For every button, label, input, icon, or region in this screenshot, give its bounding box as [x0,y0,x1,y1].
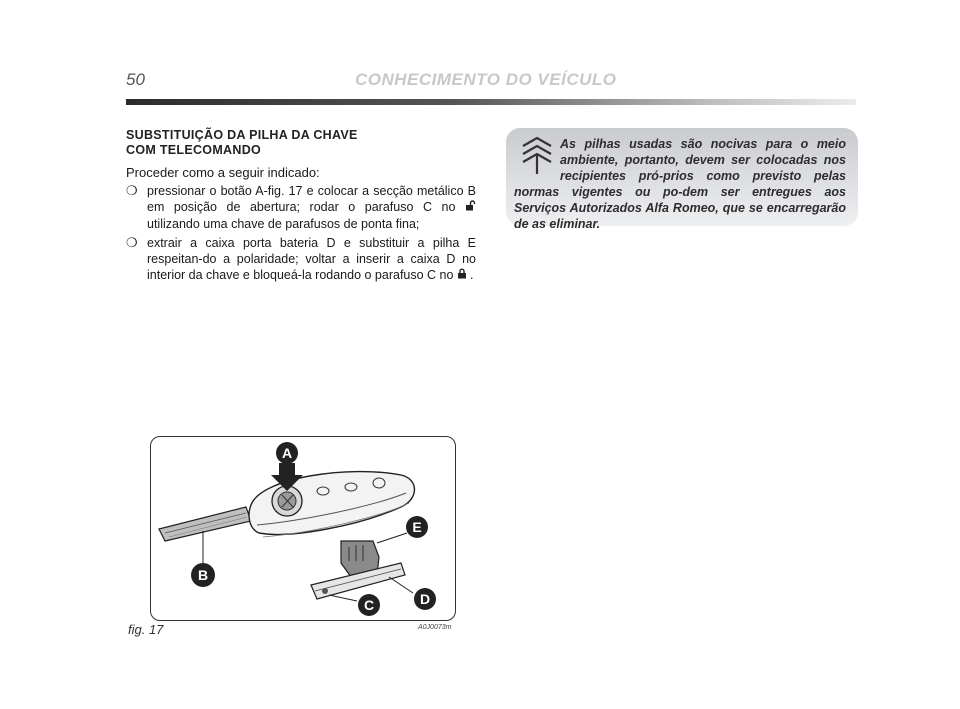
figure-caption: fig. 17 [128,622,164,637]
label-a: A [281,445,293,461]
label-b: B [197,567,209,583]
header-rule [126,99,856,105]
label-d: D [419,591,431,607]
environment-note [506,128,858,231]
section-title-line-1: SUBSTITUIÇÃO DA PILHA DA CHAVE [126,128,358,142]
step-text-1a: pressionar o botão A-fig. 17 e colocar a secção metálico B em posição de abertura; rodar o parafuso C no [147,184,476,214]
key-illustration [151,437,455,620]
lock-icon [457,270,470,282]
bullet-icon: ❍ [126,235,138,250]
running-title: CONHECIMENTO DO VEÍCULO [355,70,617,89]
step-text-2a: extrair a caixa porta bateria D e substituir a pilha E respeitan-do a polaridade; voltar a inserir a caixa D no interior da chave e bloqueá-la rodando o parafuso C no [147,236,476,282]
section-title [126,128,476,158]
intro-text: Proceder como a seguir indicado: [126,165,320,180]
step-text-1b: utilizando uma chave de parafusos de ponta fina; [147,217,420,231]
section-title-line-2: COM TELECOMANDO [126,143,262,157]
bullet-icon: ❍ [126,183,138,198]
key-body [249,472,414,537]
step-text-2b: . [470,268,474,282]
metal-blade [159,507,251,541]
unlock-icon [465,202,476,214]
left-column [126,128,476,287]
figure-code: A0J0073m [418,624,452,631]
steps-list [126,183,476,284]
step-item [126,235,476,284]
note-text: As pilhas usadas são nocivas para o meio ambiente, portanto, devem ser colocadas nos recipientes pró-prios como previsto pelas normas vigentes ou po-dem ser entregues aos Serviços Autorizados Alfa Romeo, que se encarregarão de as eliminar. [514,137,846,231]
figure-17 [150,436,456,621]
step-item [126,183,476,232]
label-e: E [412,519,422,535]
page-number: 50 [126,70,145,89]
label-c: C [363,597,375,613]
blade-label-b [191,531,215,587]
